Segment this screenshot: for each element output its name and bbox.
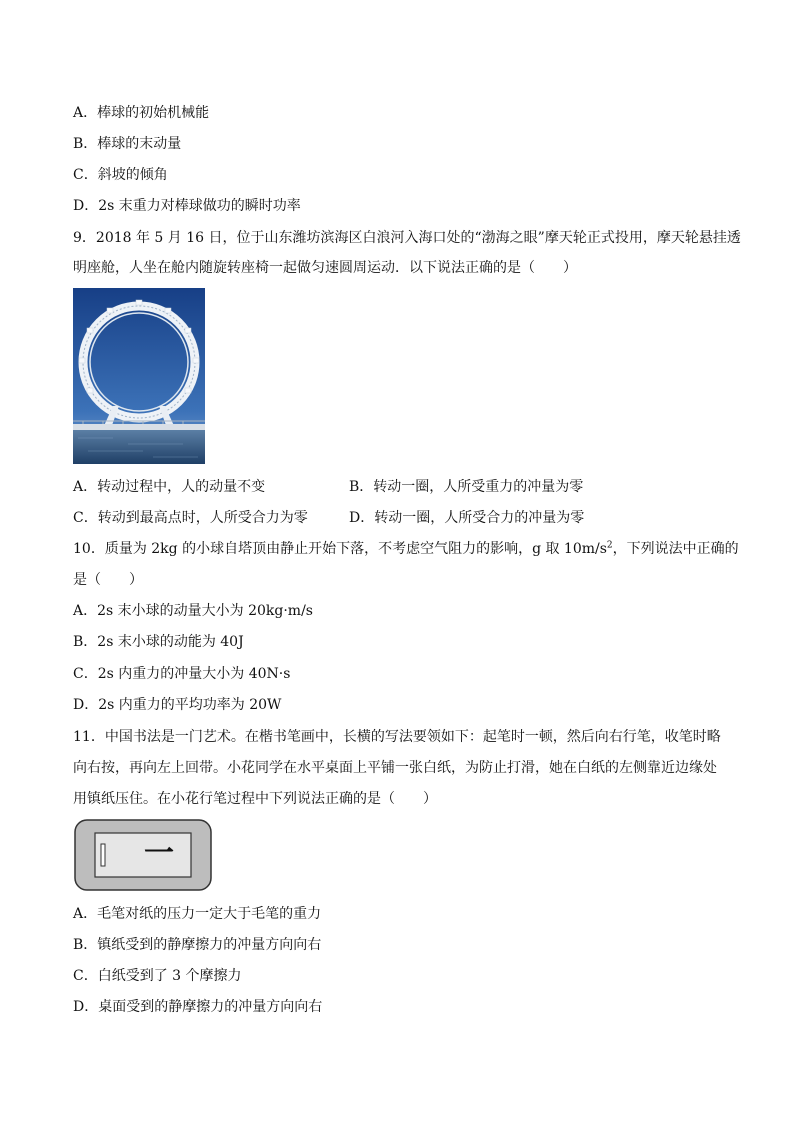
q9-option-a: A．转动过程中，人的动量不变 <box>73 479 266 495</box>
q10-option-c: C．2s 内重力的冲量大小为 40N·s <box>73 666 291 682</box>
q9-options-row1 <box>73 477 733 497</box>
white-paper <box>95 833 191 877</box>
q9-options-row2 <box>73 508 733 528</box>
q9-option-b: B．转动一圈，人所受重力的冲量为零 <box>349 479 584 495</box>
q8-option-d: D．2s 末重力对棒球做功的瞬时功率 <box>73 198 301 214</box>
q8-option-a: A．棒球的初始机械能 <box>73 105 210 121</box>
q11-stem-line3: 用镇纸压住。在小花行笔过程中下列说法正确的是（ ） <box>73 791 437 807</box>
q11-option-c: C．白纸受到了 3 个摩擦力 <box>73 968 242 984</box>
q9-option-c: C．转动到最高点时，人所受合力为零 <box>73 510 308 526</box>
water <box>73 430 205 464</box>
ferris-wheel-illustration <box>73 288 205 464</box>
q10-stem-part2: ，下列说法中正确的 <box>612 541 739 557</box>
q9-stem-line2: 明座舱，人坐在舱内随旋转座椅一起做匀速圆周运动．以下说法正确的是（ ） <box>73 260 577 276</box>
q10-option-a: A．2s 末小球的动量大小为 20kg·m/s <box>73 603 313 619</box>
q11-option-d: D．桌面受到的静摩擦力的冲量方向向右 <box>73 999 323 1015</box>
calligraphy-stroke: 一 <box>144 836 174 871</box>
q8-option-c: C．斜坡的倾角 <box>73 167 168 183</box>
paper-weight <box>101 844 105 866</box>
q10-option-b: B．2s 末小球的动能为 40J <box>73 634 244 650</box>
q11-stem-line2: 向右按，再向左上回带。小花同学在水平桌面上平铺一张白纸，为防止打滑，她在白纸的左侧靠近边缘处 <box>73 760 717 776</box>
q10-stem-line2: 是（ ） <box>73 572 143 588</box>
ferris-wheel-photo <box>73 288 205 464</box>
q8-option-b: B．棒球的末动量 <box>73 136 182 152</box>
q9-stem-line1: 9．2018 年 5 月 16 日，位于山东潍坊滨海区白浪河入海口处的“渤海之眼”摩天轮正式投用，摩天轮悬挂透 <box>73 230 741 246</box>
calligraphy-paper-figure <box>73 818 215 894</box>
q10-stem-line1 <box>73 539 739 559</box>
q10-option-d: D．2s 内重力的平均功率为 20W <box>73 697 282 713</box>
q11-option-a: A．毛笔对纸的压力一定大于毛笔的重力 <box>73 906 322 922</box>
q11-stem-line1: 11．中国书法是一门艺术。在楷书笔画中，长横的写法要领如下：起笔时一顿，然后向右行笔，收笔时略 <box>73 729 721 745</box>
calligraphy-illustration <box>73 818 215 894</box>
q9-option-d: D．转动一圈，人所受合力的冲量为零 <box>349 510 585 526</box>
q10-stem-superscript: 2 <box>606 540 613 551</box>
q11-option-b: B．镇纸受到的静摩擦力的冲量方向向右 <box>73 937 322 953</box>
q10-stem-part1: 10．质量为 2kg 的小球自塔顶由静止开始下落，不考虑空气阻力的影响，g 取 10m/s <box>73 541 607 557</box>
bridge-deck <box>73 424 205 430</box>
